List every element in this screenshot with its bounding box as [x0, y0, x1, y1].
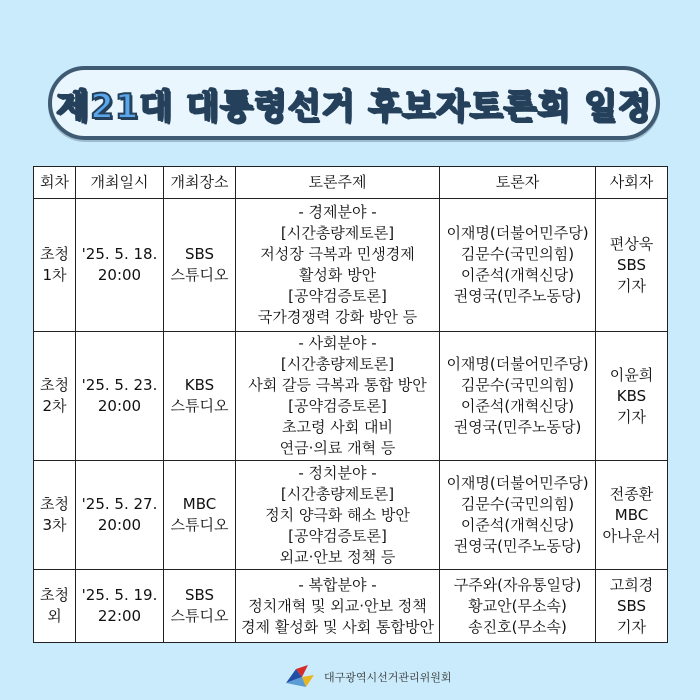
footer-logo	[282, 662, 452, 692]
topic-line: - 사회분야 -	[298, 334, 377, 352]
title-banner	[48, 66, 660, 140]
moderator-cell	[596, 199, 668, 332]
table-row	[34, 332, 668, 461]
topic-line: 외교·안보 정책 등	[279, 547, 396, 566]
venue-cell	[164, 461, 236, 570]
moderator-cell	[596, 332, 668, 461]
date-text: '25. 5. 23.	[81, 376, 158, 394]
venue-line: 스튜디오	[170, 266, 229, 284]
debater: 권영국(민주노동당)	[453, 418, 582, 436]
moderator-cell	[596, 461, 668, 570]
debater: 이준석(개혁신당)	[460, 516, 575, 534]
schedule-table	[33, 166, 668, 643]
moderator-line: 전종환	[609, 484, 654, 503]
debater: 이준석(개혁신당)	[460, 397, 575, 415]
venue-line: KBS	[184, 376, 215, 394]
round-line: 초청	[40, 586, 69, 604]
moderator-line: 기자	[617, 276, 646, 295]
round-cell	[34, 199, 76, 332]
topic-cell	[236, 199, 440, 332]
debater: 김문수(국민의힘)	[460, 245, 575, 263]
topic-line: - 복합분야 -	[298, 575, 377, 594]
venue-line: 스튜디오	[170, 516, 229, 534]
topic-line: [시간총량제토론]	[280, 224, 395, 242]
time-text: 20:00	[97, 397, 142, 415]
moderator-line: 이윤희	[609, 365, 654, 384]
venue-line: 스튜디오	[170, 397, 229, 415]
debater: 김문수(국민의힘)	[460, 376, 575, 394]
debaters-cell	[440, 570, 596, 643]
debater: 송진호(무소속)	[468, 617, 567, 636]
org-name: 대구광역시선거관리위원회	[324, 671, 452, 684]
table-row	[34, 199, 668, 332]
election-commission-logo-icon	[282, 663, 318, 691]
topic-line: 사회 갈등 극복과 통합 방안	[248, 376, 427, 394]
date-text: '25. 5. 19.	[81, 586, 158, 604]
moderator-cell	[596, 570, 668, 643]
header-datetime: 개최일시	[76, 167, 164, 199]
topic-line: 정치개혁 및 외교·안보 정책	[248, 596, 427, 615]
debater: 권영국(민주노동당)	[453, 287, 582, 305]
datetime-cell	[76, 199, 164, 332]
header-debaters: 토론자	[440, 167, 596, 199]
moderator-line: SBS	[616, 255, 647, 274]
topic-line: - 정치분야 -	[298, 463, 377, 482]
topic-line: - 경제분야 -	[298, 203, 377, 221]
round-line: 3차	[42, 516, 67, 534]
round-line: 초청	[40, 376, 69, 394]
round-line: 초청	[40, 495, 69, 513]
topic-line: 경제 활성화 및 사회 통합방안	[241, 617, 434, 636]
debater: 이재명(더불어민주당)	[446, 474, 589, 492]
venue-line: 스튜디오	[170, 607, 229, 625]
topic-line: [시간총량제토론]	[280, 484, 395, 503]
debaters-cell	[440, 199, 596, 332]
topic-line: [공약검증토론]	[288, 526, 387, 545]
topic-line: 연금·의료 개혁 등	[279, 439, 396, 457]
header-venue: 개최장소	[164, 167, 236, 199]
time-text: 20:00	[97, 266, 142, 284]
topic-line: 활성화 방안	[298, 266, 377, 284]
topic-cell	[236, 461, 440, 570]
venue-line: SBS	[184, 245, 215, 263]
venue-cell	[164, 570, 236, 643]
topic-line: 초고령 사회 대비	[282, 418, 393, 436]
date-text: '25. 5. 18.	[81, 245, 158, 263]
round-line: 외	[47, 607, 62, 625]
venue-line: SBS	[184, 586, 215, 604]
topic-line: 정치 양극화 해소 방안	[265, 505, 410, 524]
moderator-line: 아나운서	[602, 526, 661, 545]
moderator-line: MBC	[614, 505, 649, 524]
debaters-cell	[440, 332, 596, 461]
date-text: '25. 5. 27.	[81, 495, 158, 513]
topic-cell	[236, 332, 440, 461]
debater: 이재명(더불어민주당)	[446, 224, 589, 242]
round-cell	[34, 332, 76, 461]
header-moderator: 사회자	[596, 167, 668, 199]
venue-cell	[164, 332, 236, 461]
time-text: 20:00	[97, 516, 142, 534]
debater: 권영국(민주노동당)	[453, 537, 582, 555]
debater: 황교안(무소속)	[468, 596, 567, 615]
topic-clip	[238, 571, 437, 641]
table-row	[34, 461, 668, 570]
datetime-cell	[76, 570, 164, 643]
topic-line: [공약검증토론]	[288, 287, 387, 305]
table-header-row	[34, 167, 668, 199]
moderator-line: 편상욱	[609, 234, 654, 253]
header-round: 회차	[34, 167, 76, 199]
page-title: 제21대 대통령선거 후보자토론회 일정	[56, 86, 652, 127]
debater: 이재명(더불어민주당)	[446, 355, 589, 373]
moderator-line: KBS	[616, 386, 647, 405]
topic-line: [시간총량제토론]	[280, 355, 395, 373]
debater: 김문수(국민의힘)	[460, 495, 575, 513]
header-topic: 토론주제	[236, 167, 440, 199]
debater: 구주와(자유통일당)	[453, 575, 582, 594]
moderator-line: SBS	[616, 596, 647, 615]
moderator-line: 기자	[617, 407, 646, 426]
round-cell	[34, 461, 76, 570]
datetime-cell	[76, 461, 164, 570]
round-cell	[34, 570, 76, 643]
time-text: 22:00	[97, 607, 142, 625]
round-line: 2차	[42, 397, 67, 415]
round-line: 초청	[40, 245, 69, 263]
moderator-line: 기자	[617, 617, 646, 636]
topic-line: [공약검증토론]	[288, 397, 387, 415]
datetime-cell	[76, 332, 164, 461]
topic-cell	[236, 570, 440, 643]
venue-line: MBC	[182, 495, 217, 513]
debaters-cell	[440, 461, 596, 570]
topic-line: 저성장 극복과 민생경제	[260, 245, 415, 263]
topic-line: 국가경쟁력 강화 방안 등	[257, 308, 418, 326]
round-line: 1차	[42, 266, 67, 284]
debater: 이준석(개혁신당)	[460, 266, 575, 284]
table-row	[34, 570, 668, 643]
moderator-line: 고희경	[609, 575, 654, 594]
venue-cell	[164, 199, 236, 332]
